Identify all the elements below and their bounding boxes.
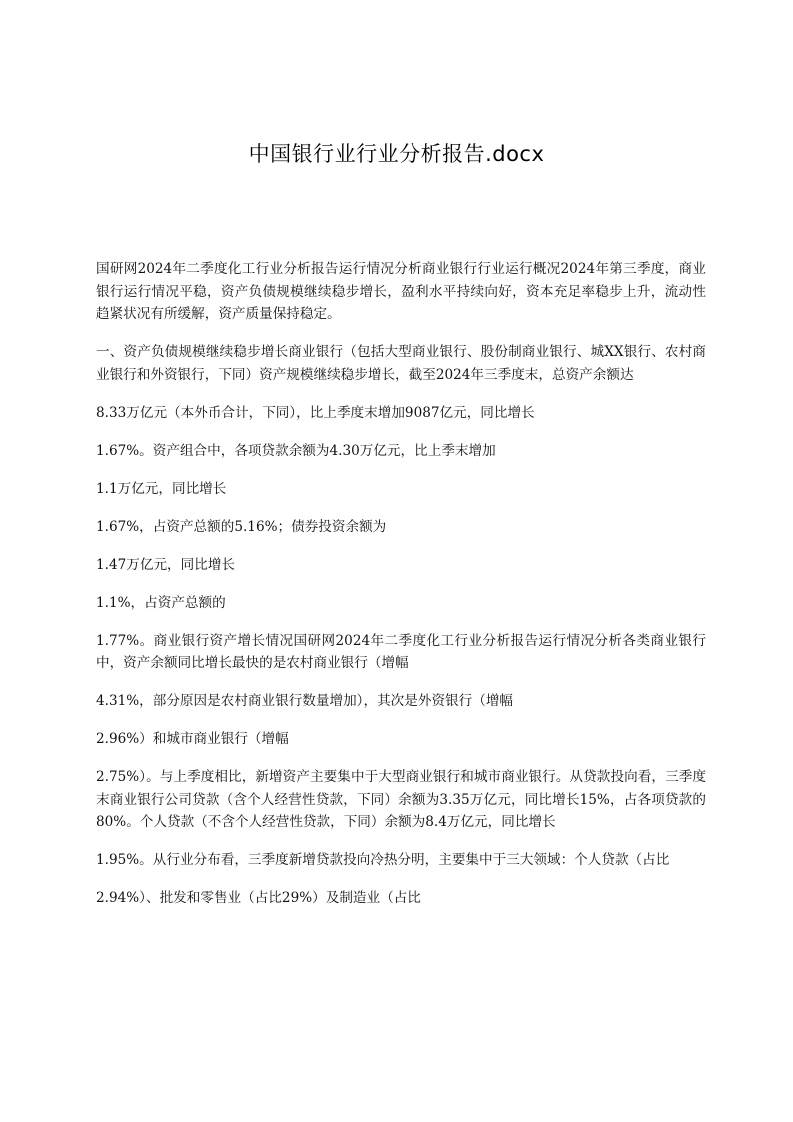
- paragraph: 1.47万亿元，同比增长: [96, 556, 236, 573]
- paragraph: 1.1万亿元，同比增长: [96, 480, 227, 497]
- paragraph: 一、资产负债规模继续稳步增长商业银行（包括大型商业银行、股份制商业银行、城XX银行、农村商业银行和外资银行，下同）资产规模继续稳步增长，截至2024年三季度末，总资产余额达: [96, 344, 706, 383]
- paragraph: 1.1%，占资产总额的: [96, 594, 226, 611]
- paragraph: 2.94%）、批发和零售业（占比29%）及制造业（占比: [96, 890, 421, 906]
- paragraph: 8.33万亿元（本外币合计，下同），比上季度末增加9087亿元，同比增长: [96, 404, 535, 421]
- paragraph: 2.96%）和城市商业银行（增幅: [96, 731, 289, 747]
- paragraph: 国研网2024年二季度化工行业分析报告运行情况分析商业银行行业运行概况2024年第三季度，商业银行运行情况平稳，资产负债规模继续稳步增长，盈利水平持续向好，资本充足率稳步上升，流动性趋紧状况有所缓解，资产质量保持稳定。: [96, 261, 706, 322]
- paragraph: 2.75%）。与上季度相比，新增资产主要集中于大型商业银行和城市商业银行。从贷款投向看，三季度末商业银行公司贷款（含个人经营性贷款，下同）余额为3.35万亿元，同比增长15%，占各项贷款的80%。个人贷款（不含个人经营性贷款，下同）余额为8.4万亿元，同比增长: [96, 769, 706, 830]
- document-body: [96, 258, 706, 925]
- paragraph: 4.31%，部分原因是农村商业银行数量增加），其次是外资银行（增幅: [96, 693, 514, 709]
- paragraph: 1.67%，占资产总额的5.16%；债券投资余额为: [96, 518, 387, 535]
- paragraph: 1.77%。商业银行资产增长情况国研网2024年二季度化工行业分析报告运行情况分析各类商业银行中，资产余额同比增长最快的是农村商业银行（增幅: [96, 632, 706, 671]
- paragraph: 1.95%。从行业分布看，三季度新增贷款投向冷热分明，主要集中于三大领域：个人贷款（占比: [96, 852, 670, 868]
- paragraph: 1.67%。资产组合中，各项贷款余额为4.30万亿元，比上季末增加: [96, 442, 496, 459]
- document-title: 中国银行业行业分析报告.docx: [248, 142, 545, 166]
